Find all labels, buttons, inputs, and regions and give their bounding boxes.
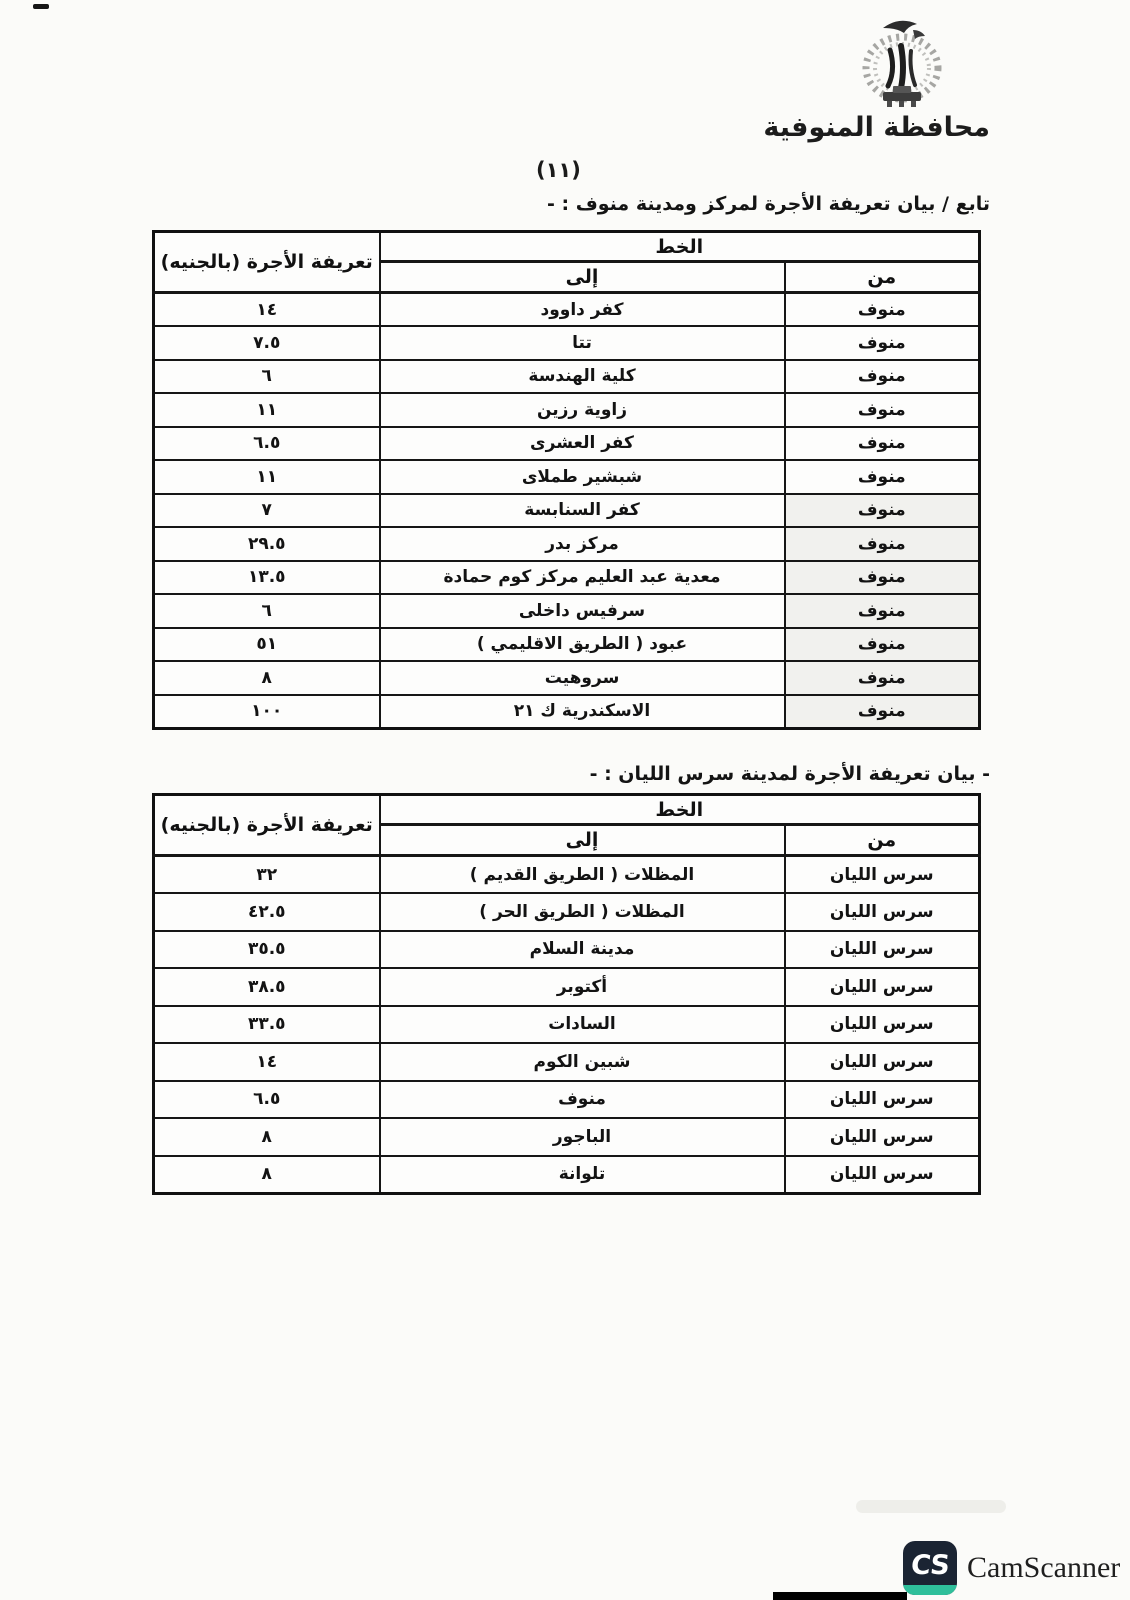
cell-fare: ٨: [154, 1156, 380, 1194]
corner-dash-mark: [33, 4, 49, 9]
fare-table-menouf: [152, 230, 981, 730]
cell-to: شبشير طملاى: [380, 460, 785, 494]
cell-from: منوف: [785, 460, 980, 494]
table-row: [154, 968, 980, 1006]
cell-fare: ٣٢: [154, 856, 380, 894]
table-row: [154, 856, 980, 894]
table-row: [154, 1081, 980, 1119]
cell-from: سرس الليان: [785, 968, 980, 1006]
col-header-line: الخط: [380, 232, 980, 262]
cell-fare: ٦: [154, 594, 380, 628]
camscanner-icon: [903, 1541, 957, 1595]
cell-from: منوف: [785, 293, 980, 327]
cell-to: المظلات ( الطريق الحر ): [380, 893, 785, 931]
cell-to: أكتوبر: [380, 968, 785, 1006]
cell-fare: ٧.٥: [154, 326, 380, 360]
cell-to: كفر السنابسة: [380, 494, 785, 528]
cell-from: منوف: [785, 494, 980, 528]
cell-fare: ١١: [154, 460, 380, 494]
cell-fare: ١٤: [154, 1043, 380, 1081]
table-row: [154, 460, 980, 494]
cell-fare: ٨: [154, 1118, 380, 1156]
cell-to: سرفيس داخلى: [380, 594, 785, 628]
col-header-to: إلى: [380, 825, 785, 856]
cs-icon-accent-strip: [903, 1585, 957, 1595]
table-row: [154, 1006, 980, 1044]
scan-smudge-mark: [856, 1500, 1006, 1513]
fare-table-sers-ellyan: [152, 793, 981, 1195]
table-row: [154, 527, 980, 561]
table2-title: - بيان تعريفة الأجرة لمدينة سرس الليان : -: [589, 763, 990, 785]
table-row: [154, 326, 980, 360]
table-row: [154, 1156, 980, 1194]
cell-fare: ١١: [154, 393, 380, 427]
cell-fare: ٦.٥: [154, 427, 380, 461]
col-header-to: إلى: [380, 262, 785, 293]
col-header-fare: تعريفة الأجرة (بالجنيه): [154, 232, 380, 293]
table1-title: تابع / بيان تعريفة الأجرة لمركز ومدينة منوف : -: [546, 193, 990, 215]
cell-from: منوف: [785, 427, 980, 461]
cell-to: كلية الهندسة: [380, 360, 785, 394]
cell-fare: ٣٥.٥: [154, 931, 380, 969]
cell-to: مركز بدر: [380, 527, 785, 561]
cell-from: منوف: [785, 561, 980, 595]
cell-to: شبين الكوم: [380, 1043, 785, 1081]
table-row: [154, 1118, 980, 1156]
camscanner-label: CamScanner: [967, 1551, 1121, 1584]
bottom-black-bar: [773, 1592, 907, 1600]
table-row: [154, 494, 980, 528]
cell-from: سرس الليان: [785, 1043, 980, 1081]
cell-to: الباجور: [380, 1118, 785, 1156]
governorate-emblem-logo: [843, 16, 961, 114]
table-row: [154, 893, 980, 931]
cell-to: معدية عبد العليم مركز كوم حمادة: [380, 561, 785, 595]
cell-fare: ١٣.٥: [154, 561, 380, 595]
cell-from: منوف: [785, 695, 980, 729]
cell-to: تتا: [380, 326, 785, 360]
cell-to: المظلات ( الطريق القديم ): [380, 856, 785, 894]
table-row: [154, 1043, 980, 1081]
cell-to: تلوانة: [380, 1156, 785, 1194]
camscanner-watermark: [903, 1541, 1120, 1595]
cell-from: سرس الليان: [785, 1118, 980, 1156]
col-header-from: من: [785, 262, 980, 293]
cs-icon-text: CS: [909, 1549, 951, 1581]
cell-from: سرس الليان: [785, 1081, 980, 1119]
cell-from: منوف: [785, 661, 980, 695]
cell-from: سرس الليان: [785, 931, 980, 969]
cell-to: الاسكندرية ك ٢١: [380, 695, 785, 729]
cell-to: كفر العشرى: [380, 427, 785, 461]
cell-to: منوف: [380, 1081, 785, 1119]
cell-from: منوف: [785, 326, 980, 360]
cell-fare: ١٠٠: [154, 695, 380, 729]
table-row: [154, 594, 980, 628]
emblem-sketch-icon: [843, 16, 961, 114]
table-row: [154, 427, 980, 461]
cell-from: سرس الليان: [785, 1006, 980, 1044]
cell-fare: ٧: [154, 494, 380, 528]
cell-to: عبود ( الطريق الاقليمي ): [380, 628, 785, 662]
cell-to: السادات: [380, 1006, 785, 1044]
cell-fare: ١٤: [154, 293, 380, 327]
cell-from: سرس الليان: [785, 1156, 980, 1194]
cell-from: منوف: [785, 393, 980, 427]
table-row: [154, 561, 980, 595]
cell-fare: ٥١: [154, 628, 380, 662]
cell-to: سروهيت: [380, 661, 785, 695]
cell-from: منوف: [785, 628, 980, 662]
cell-from: منوف: [785, 527, 980, 561]
table-row: [154, 360, 980, 394]
cell-fare: ٣٨.٥: [154, 968, 380, 1006]
table-row: [154, 695, 980, 729]
cell-fare: ٤٢.٥: [154, 893, 380, 931]
governorate-name: محافظة المنوفية: [763, 112, 990, 143]
page-number: (١١): [536, 158, 581, 182]
col-header-from: من: [785, 825, 980, 856]
table-row: [154, 293, 980, 327]
col-header-line: الخط: [380, 795, 980, 825]
cell-from: سرس الليان: [785, 893, 980, 931]
cell-fare: ٣٣.٥: [154, 1006, 380, 1044]
cell-to: كفر داوود: [380, 293, 785, 327]
table-row: [154, 393, 980, 427]
table-row: [154, 661, 980, 695]
col-header-fare: تعريفة الأجرة (بالجنيه): [154, 795, 380, 856]
cell-to: زاوية رزين: [380, 393, 785, 427]
table-row: [154, 628, 980, 662]
cell-fare: ٨: [154, 661, 380, 695]
cell-fare: ٢٩.٥: [154, 527, 380, 561]
cell-from: منوف: [785, 360, 980, 394]
cell-fare: ٦: [154, 360, 380, 394]
cell-to: مدينة السلام: [380, 931, 785, 969]
cell-fare: ٦.٥: [154, 1081, 380, 1119]
table-row: [154, 931, 980, 969]
cell-from: سرس الليان: [785, 856, 980, 894]
cell-from: منوف: [785, 594, 980, 628]
